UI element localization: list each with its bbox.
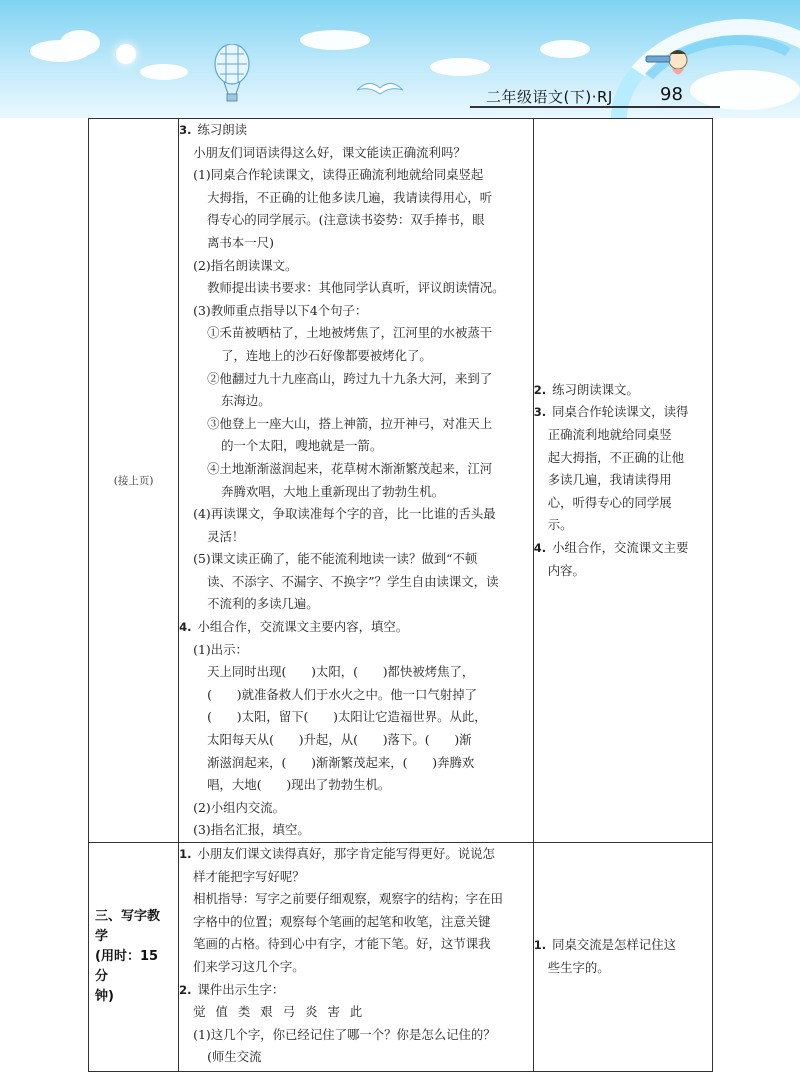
line-text: ①禾苗被晒枯了，土地被烤焦了，江河里的水被蒸干 xyxy=(207,325,493,341)
teacher-activity-cell xyxy=(179,843,534,1072)
line-text: 练习朗读课文。 xyxy=(552,381,639,397)
line-text: 字格中的位置；观察每个笔画的起笔和收笔，注意关键 xyxy=(193,913,491,929)
text-line xyxy=(179,209,533,232)
text-line xyxy=(179,661,533,684)
line-text: 大拇指，不正确的让他多读几遍，我请读得用心，听 xyxy=(207,189,493,205)
line-text: 小朋友们课文读得真好，那字肯定能写得更好。说说怎 xyxy=(197,846,495,861)
page-number: 98 xyxy=(660,84,683,105)
text-line xyxy=(534,957,712,980)
text-line xyxy=(179,413,533,436)
text-line xyxy=(534,492,712,515)
text-line xyxy=(179,368,533,391)
text-line xyxy=(179,481,533,504)
line-text: 的一个太阳，嗖地就是一箭。 xyxy=(221,438,383,454)
text-line xyxy=(179,752,533,775)
text-line xyxy=(179,593,533,616)
text-line xyxy=(179,866,533,889)
cloud-decoration xyxy=(540,40,590,58)
step-number: 4. xyxy=(533,540,547,555)
line-text: 灵活！ xyxy=(207,528,245,544)
line-text: (3)指名汇报，填空。 xyxy=(193,822,310,838)
cloud-decoration xyxy=(140,64,188,80)
line-text: 离书本一尺) xyxy=(207,234,274,250)
text-line xyxy=(534,379,712,402)
text-line xyxy=(179,571,533,594)
line-text: 小朋友们词语读得这么好，课文能读正确流利吗？ xyxy=(193,144,466,160)
student-activity-cell xyxy=(533,119,712,843)
line-text: (1)同桌合作轮读课文，读得正确流利地就给同桌竖起 xyxy=(193,167,484,183)
text-line xyxy=(179,142,533,165)
teacher-activity-cell xyxy=(179,119,534,843)
line-text: 不流利的多读几遍。 xyxy=(207,596,319,612)
text-line xyxy=(179,277,533,300)
line-text: (2)小组内交流。 xyxy=(193,799,286,815)
text-line xyxy=(179,729,533,752)
text-line xyxy=(534,537,712,560)
step-number: 2. xyxy=(179,982,192,997)
step-number: 1. xyxy=(533,938,547,953)
text-line xyxy=(179,684,533,707)
text-line xyxy=(179,819,533,842)
stage-title-line: 三、写字教学 xyxy=(95,909,161,944)
line-text: (4)再读课文，争取读准每个字的音，比一比谁的舌头最 xyxy=(193,506,496,522)
line-text: 小组合作，交流课文主要 xyxy=(552,539,689,555)
line-text: 起大拇指，不正确的让他 xyxy=(547,449,684,465)
table-row xyxy=(89,119,713,843)
text-line xyxy=(179,187,533,210)
line-text: 得专心的同学展示。(注意读书姿势：双手捧书，眼 xyxy=(207,212,485,228)
text-line xyxy=(179,1001,533,1024)
text-line xyxy=(534,424,712,447)
line-text: (1)这几个字，你已经记住了哪一个？你是怎么记住的？ xyxy=(193,1026,496,1042)
text-line xyxy=(179,797,533,820)
line-text: (2)指名朗读课文。 xyxy=(193,257,298,273)
line-text: 些生字的。 xyxy=(547,960,610,975)
line-text: (3)教师重点指导以下4个句子： xyxy=(193,302,368,318)
line-text: 东海边。 xyxy=(221,393,271,409)
text-line xyxy=(179,888,533,911)
line-text: ③他登上一座大山，搭上神箭，拉开神弓，对准天上 xyxy=(207,415,493,431)
text-line xyxy=(179,435,533,458)
text-line xyxy=(534,934,712,957)
text-line xyxy=(179,164,533,187)
line-text: ( )太阳，留下( )太阳让它造福世界。从此， xyxy=(207,709,487,725)
line-text: (师生交流 xyxy=(207,1049,262,1065)
text-line xyxy=(179,119,533,142)
line-text: 笔画的占格。待到心中有字，才能下笔。好，这节课我 xyxy=(193,936,491,952)
line-text: 小组合作，交流课文主要内容，填空。 xyxy=(197,619,409,635)
text-line xyxy=(179,911,533,934)
stage-label-cell xyxy=(89,119,179,843)
line-text: 内容。 xyxy=(547,562,585,578)
text-line xyxy=(179,843,533,866)
hot-air-balloon-icon xyxy=(212,44,252,104)
stage-title-line: 钟) xyxy=(95,989,114,1004)
text-line xyxy=(179,616,533,639)
step-number: 2. xyxy=(533,382,547,397)
text-line xyxy=(179,322,533,345)
text-line xyxy=(179,706,533,729)
line-text: (5)课文读正确了，能不能流利地读一读？做到“不顿 xyxy=(193,551,478,567)
step-number: 3. xyxy=(533,405,547,420)
table-row xyxy=(89,843,713,1072)
text-line xyxy=(179,1024,533,1047)
line-text: 觉值类艰弓炎害此 xyxy=(193,1004,373,1020)
line-text: (1)出示： xyxy=(193,641,248,657)
text-line xyxy=(534,401,712,424)
lesson-plan-table xyxy=(88,118,713,1072)
text-line xyxy=(179,526,533,549)
line-text: 奔腾欢唱，大地上重新现出了勃勃生机。 xyxy=(221,483,445,499)
cloud-decoration xyxy=(300,30,370,50)
text-line xyxy=(179,1046,533,1069)
line-text: 们来学习这几个字。 xyxy=(193,958,305,974)
text-line xyxy=(179,232,533,255)
cloud-decoration xyxy=(430,58,490,76)
line-text: 正确流利地就给同桌竖 xyxy=(547,427,672,443)
line-text: 唱，大地( )现出了勃勃生机。 xyxy=(207,777,391,793)
line-text: ②他翻过九十九座高山，跨过九十九条大河，来到了 xyxy=(207,370,493,386)
text-line xyxy=(534,560,712,583)
stage-label-cell xyxy=(89,843,179,1072)
text-line xyxy=(179,345,533,368)
text-line xyxy=(179,933,533,956)
text-line xyxy=(179,300,533,323)
line-text: 渐滋润起来，( )渐渐繁茂起来，( )奔腾欢 xyxy=(207,754,475,770)
line-text: ④土地渐渐滋润起来，花草树木渐渐繁茂起来，江河 xyxy=(207,460,493,476)
text-line xyxy=(179,255,533,278)
text-line xyxy=(179,956,533,979)
header-divider xyxy=(470,106,720,108)
book-title: 二年级语文(下)·RJ xyxy=(486,88,613,106)
line-text: 同桌合作轮读课文，读得 xyxy=(552,404,689,420)
text-line xyxy=(179,548,533,571)
line-text: 太阳每天从( )升起，从( )落下。( )渐 xyxy=(207,732,472,748)
line-text: 天上同时出现( )太阳，( )都快被烤焦了， xyxy=(207,664,475,680)
bird-icon xyxy=(355,76,405,102)
line-text: 多读几遍，我请读得用 xyxy=(547,472,672,488)
step-number: 3. xyxy=(179,123,192,137)
cloud-decoration xyxy=(60,30,100,56)
sun-icon xyxy=(116,44,136,64)
stage-title-line: (用时：15 分 xyxy=(95,949,159,984)
step-number: 4. xyxy=(179,620,192,635)
line-text: 同桌交流是怎样记住这 xyxy=(552,937,676,953)
text-line xyxy=(179,774,533,797)
continuation-label: (接上页) xyxy=(113,475,154,487)
step-number: 1. xyxy=(179,847,192,861)
line-text: 示。 xyxy=(547,517,573,533)
line-text: 了，连地上的沙石好像都要被烤化了。 xyxy=(221,347,432,363)
child-with-telescope-icon xyxy=(640,40,700,90)
text-line xyxy=(179,639,533,662)
line-text: 练习朗读 xyxy=(197,122,248,137)
line-text: 课件出示生字： xyxy=(197,981,285,997)
text-line xyxy=(179,390,533,413)
line-text: ( )就准备救人们于水火之中。他一口气射掉了 xyxy=(207,686,478,702)
text-line xyxy=(179,503,533,526)
text-line xyxy=(534,447,712,470)
text-line xyxy=(179,979,533,1002)
line-text: 样才能把字写好呢？ xyxy=(193,868,305,884)
line-text: 教师提出读书要求：其他同学认真听，评议朗读情况。 xyxy=(207,280,505,296)
line-text: 读、不添字、不漏字、不换字”？学生自由读课文，读 xyxy=(207,573,499,589)
student-activity-cell xyxy=(533,843,712,1072)
line-text: 相机指导：写字之前要仔细观察，观察字的结构；字在田 xyxy=(193,891,503,907)
line-text: 心，听得专心的同学展 xyxy=(547,494,672,510)
text-line xyxy=(534,469,712,492)
text-line xyxy=(534,514,712,537)
text-line xyxy=(179,458,533,481)
